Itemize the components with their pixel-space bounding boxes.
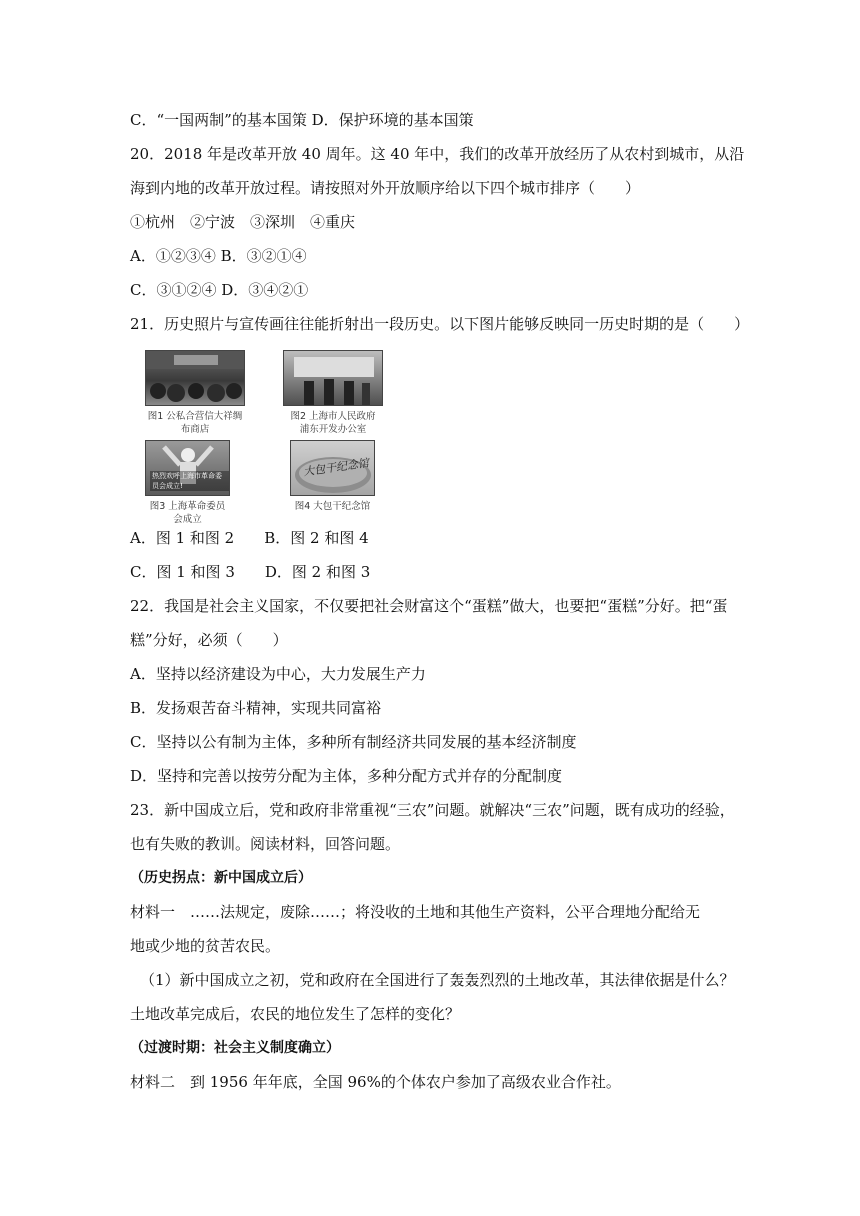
q23-part1-line2: 土地改革完成后，农民的地位发生了怎样的变化？ — [130, 1005, 461, 1023]
figure-2-photo — [283, 350, 383, 406]
figure-2 — [283, 350, 383, 436]
q23-part1-line1: （1）新中国成立之初，党和政府在全国进行了轰轰烈烈的土地改革，其法律依据是什么？ — [140, 971, 735, 989]
q20-stem-line2: 海到内地的改革开放过程。请按照对外开放顺序给以下四个城市排序（ ） — [130, 179, 641, 197]
material-2-line1: 材料二 到 1956 年年底，全国 96%的个体农户参加了高级农业合作社。 — [130, 1073, 621, 1091]
figure-4 — [290, 440, 375, 516]
q22-stem-line1: 22．我国是社会主义国家，不仅要把社会财富这个“蛋糕”做大，也要把“蛋糕”分好。把“蛋 — [130, 597, 728, 615]
q22-option-a: A．坚持以经济建设为中心，大力发展生产力 — [130, 665, 426, 683]
figure-1 — [145, 350, 245, 435]
q20-city-list: ①杭州 ②宁波 ③深圳 ④重庆 — [130, 213, 356, 231]
figure-3-poster — [145, 440, 230, 496]
figure-1-photo — [145, 350, 245, 406]
section-heading-1: （历史拐点：新中国成立后） — [130, 870, 312, 886]
figure-1-caption: 图1 公私合营信大祥绸布商店 — [147, 411, 243, 435]
q23-stem-line1: 23．新中国成立后，党和政府非常重视“三农”问题。就解决“三农”问题，既有成功的经验， — [130, 801, 735, 819]
q22-option-d: D．坚持和完善以按劳分配为主体，多种分配方式并存的分配制度 — [130, 767, 563, 785]
material-1-line2: 地或少地的贫苦农民。 — [130, 937, 281, 955]
q22-option-c: C．坚持以公有制为主体，多种所有制经济共同发展的基本经济制度 — [130, 733, 577, 751]
q20-stem-line1: 20．2018 年是改革开放 40 周年。这 40 年中，我们的改革开放经历了从农村到城市，从沿 — [130, 145, 745, 163]
figure-4-caption: 图4 大包干纪念馆 — [294, 501, 371, 512]
q19-options-cd: C．“一国两制”的基本国策 D．保护环境的基本国策 — [130, 111, 474, 129]
q21-options-ab: A．图 1 和图 2 B．图 2 和图 4 — [130, 529, 369, 547]
material-1-line1: 材料一 ……法规定，废除……；将没收的土地和其他生产资料，公平合理地分配给无 — [130, 903, 701, 921]
q22-option-b: B．发扬艰苦奋斗精神，实现共同富裕 — [130, 699, 382, 717]
figure-3-caption: 图3 上海革命委员会成立 — [149, 501, 226, 525]
figure-3 — [145, 440, 230, 525]
figure-4-photo — [290, 440, 375, 496]
q20-options-cd: C．③①②④ D．③④②① — [130, 281, 309, 299]
figure-2-caption: 图2 上海市人民政府 浦东开发办公室 — [290, 411, 376, 435]
figure-4-stone-text: 大包干纪念馆 — [302, 456, 370, 479]
figure-3-poster-text: 热烈欢呼上海市革命委员会成立! — [150, 471, 229, 491]
q22-stem-line2: 糕”分好，必须（ ） — [130, 631, 288, 649]
q21-options-cd: C．图 1 和图 3 D．图 2 和图 3 — [130, 563, 371, 581]
q20-options-ab: A．①②③④ B．③②①④ — [130, 247, 307, 265]
q21-stem: 21．历史照片与宣传画往往能折射出一段历史。以下图片能够反映同一历史时期的是（ ） — [130, 315, 750, 333]
q23-stem-line2: 也有失败的教训。阅读材料，回答问题。 — [130, 835, 401, 853]
section-heading-2: （过渡时期：社会主义制度确立） — [130, 1040, 340, 1056]
